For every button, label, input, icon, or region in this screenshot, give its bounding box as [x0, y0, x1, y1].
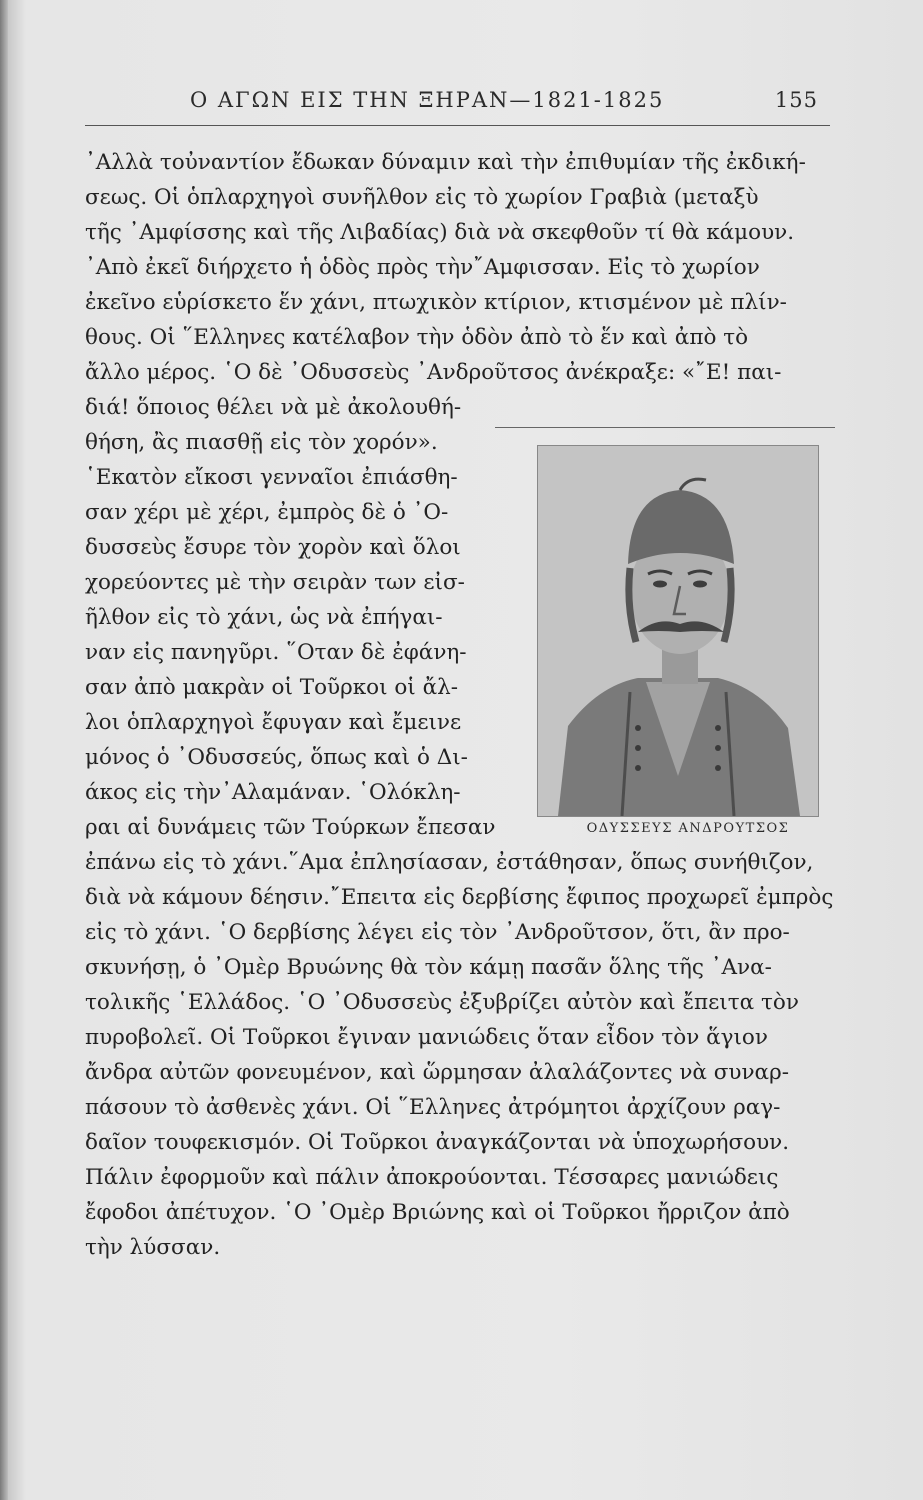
header-rule	[85, 125, 830, 126]
text-line: τὴν λύσσαν.	[85, 1235, 221, 1260]
running-title: Ο ΑΓΩΝ ΕΙΣ ΤΗΝ ΞΗΡΑΝ—1821-1825	[190, 88, 665, 112]
portrait-figure	[527, 445, 827, 820]
page-header	[190, 88, 830, 128]
text-line: χορεύοντες μὲ τὴν σειρὰν των εἰσ-	[85, 570, 465, 595]
text-line: ἄνδρα αὐτῶν φονευμένον, καὶ ὥρμησαν ἀλαλάζοντες νὰ συναρ-	[85, 1060, 789, 1085]
text-line: Πάλιν ἐφορμοῦν καὶ πάλιν ἀποκρούονται. Τέσσαρες μανιώδεις	[85, 1165, 779, 1190]
text-line: σκυνήσῃ, ὁ ᾿Ομὲρ Βρυώνης θὰ τὸν κάμῃ πασᾶν ὅλης τῆς ᾿Ανα-	[85, 955, 772, 980]
text-line: ἐπάνω εἰς τὸ χάνι.῞Αμα ἐπλησίασαν, ἐστάθησαν, ὅπως συνήθιζον,	[85, 850, 814, 875]
text-line: ῾Εκατὸν εἴκοσι γενναῖοι ἐπιάσθη-	[85, 465, 458, 490]
text-line: εἰς τὸ χάνι. ῾Ο δερβίσης λέγει εἰς τὸν ᾿Ανδροῦτσον, ὅτι, ἂν προ-	[85, 920, 790, 945]
portrait-engraving	[537, 445, 819, 817]
text-line: ᾿Αλλὰ τοὐναντίον ἔδωκαν δύναμιν καὶ τὴν ἐπιθυμίαν τῆς ἐκδική-	[85, 150, 806, 175]
text-line: ἐκεῖνο εὑρίσκετο ἕν χάνι, πτωχικὸν κτίριον, κτισμένον μὲ πλίν-	[85, 290, 787, 315]
text-line: άκος εἰς τὴν᾿Αλαμάναν. ῾Ολόκλη-	[85, 780, 461, 805]
book-spine-edge	[0, 0, 8, 1500]
text-line: διά! ὅποιος θέλει νὰ μὲ ἀκολουθή-	[85, 395, 462, 420]
text-line: τολικῆς ῾Ελλάδος. ῾Ο ᾿Οδυσσεὺς ἐξυβρίζει αὐτὸν καὶ ἔπειτα τὸν	[85, 990, 799, 1015]
text-line: μόνος ὁ ᾿Οδυσσεύς, ὅπως καὶ ὁ Δι-	[85, 745, 468, 770]
text-line: ναν εἰς πανηγῦρι. ῞Οταν δὲ ἐφάνη-	[85, 640, 467, 665]
text-line: τῆς ᾿Αμφίσσης καὶ τῆς Λιβαδίας) διὰ νὰ σκεφθοῦν τί θὰ κάμουν.	[85, 220, 795, 245]
figure-top-rule	[495, 427, 835, 428]
text-line: σεως. Οἱ ὁπλαρχηγοὶ συνῆλθον εἰς τὸ χωρίον Γραβιὰ (μεταξὺ	[85, 185, 759, 210]
page-number: 155	[774, 88, 818, 112]
text-line: ἔφοδοι ἀπέτυχον. ῾Ο ᾿Ομὲρ Βριώνης καὶ οἱ Τοῦρκοι ἤρριζον ἀπὸ	[85, 1200, 790, 1225]
text-line: ἄλλο μέρος. ῾Ο δὲ ᾿Οδυσσεὺς ᾿Ανδροῦτσος ἀνέκραξε: «῎Ε! παι-	[85, 360, 782, 385]
text-line: θήση, ἂς πιασθῇ εἰς τὸν χορόν».	[85, 430, 438, 455]
text-line: δυσσεὺς ἔσυρε τὸν χορὸν καὶ ὅλοι	[85, 535, 461, 560]
text-line: σαν χέρι μὲ χέρι, ἐμπρὸς δὲ ὁ ᾿Ο-	[85, 500, 449, 525]
text-line: σαν ἀπὸ μακρὰν οἱ Τοῦρκοι οἱ ἄλ-	[85, 675, 458, 700]
text-line: ῆλθον εἰς τὸ χάνι, ὡς νὰ ἐπήγαι-	[85, 605, 443, 630]
text-line: ραι αἱ δυνάμεις τῶν Τούρκων ἔπεσαν	[85, 815, 496, 840]
text-line: ᾿Απὸ ἐκεῖ διήρχετο ἡ ὁδὸς πρὸς τὴν῎Αμφισσαν. Εἰς τὸ χωρίον	[85, 255, 760, 280]
text-line: θους. Οἱ ῞Ελληνες κατέλαβον τὴν ὁδὸν ἀπὸ τὸ ἕν καὶ ἀπὸ τὸ	[85, 325, 749, 350]
text-line: λοι ὁπλαρχηγοὶ ἔφυγαν καὶ ἔμεινε	[85, 710, 462, 735]
text-line: διὰ νὰ κάμουν δέησιν.῎Επειτα εἰς δερβίσης ἔφιπος προχωρεῖ ἐμπρὸς	[85, 885, 834, 910]
text-line: πάσουν τὸ ἀσθενὲς χάνι. Οἱ ῞Ελληνες ἀτρόμητοι ἀρχίζουν ραγ-	[85, 1095, 781, 1120]
text-line: πυροβολεῖ. Οἱ Τοῦρκοι ἔγιναν μανιώδεις ὅταν εἶδον τὸν ἅγιον	[85, 1025, 768, 1050]
text-line: δαῖον τουφεκισμόν. Οἱ Τοῦρκοι ἀναγκάζονται νὰ ὑποχωρήσουν.	[85, 1130, 790, 1155]
figure-caption: ΟΔΥΣΣΕΥΣ ΑΝΔΡΟΥΤΣΟΣ	[586, 821, 790, 836]
